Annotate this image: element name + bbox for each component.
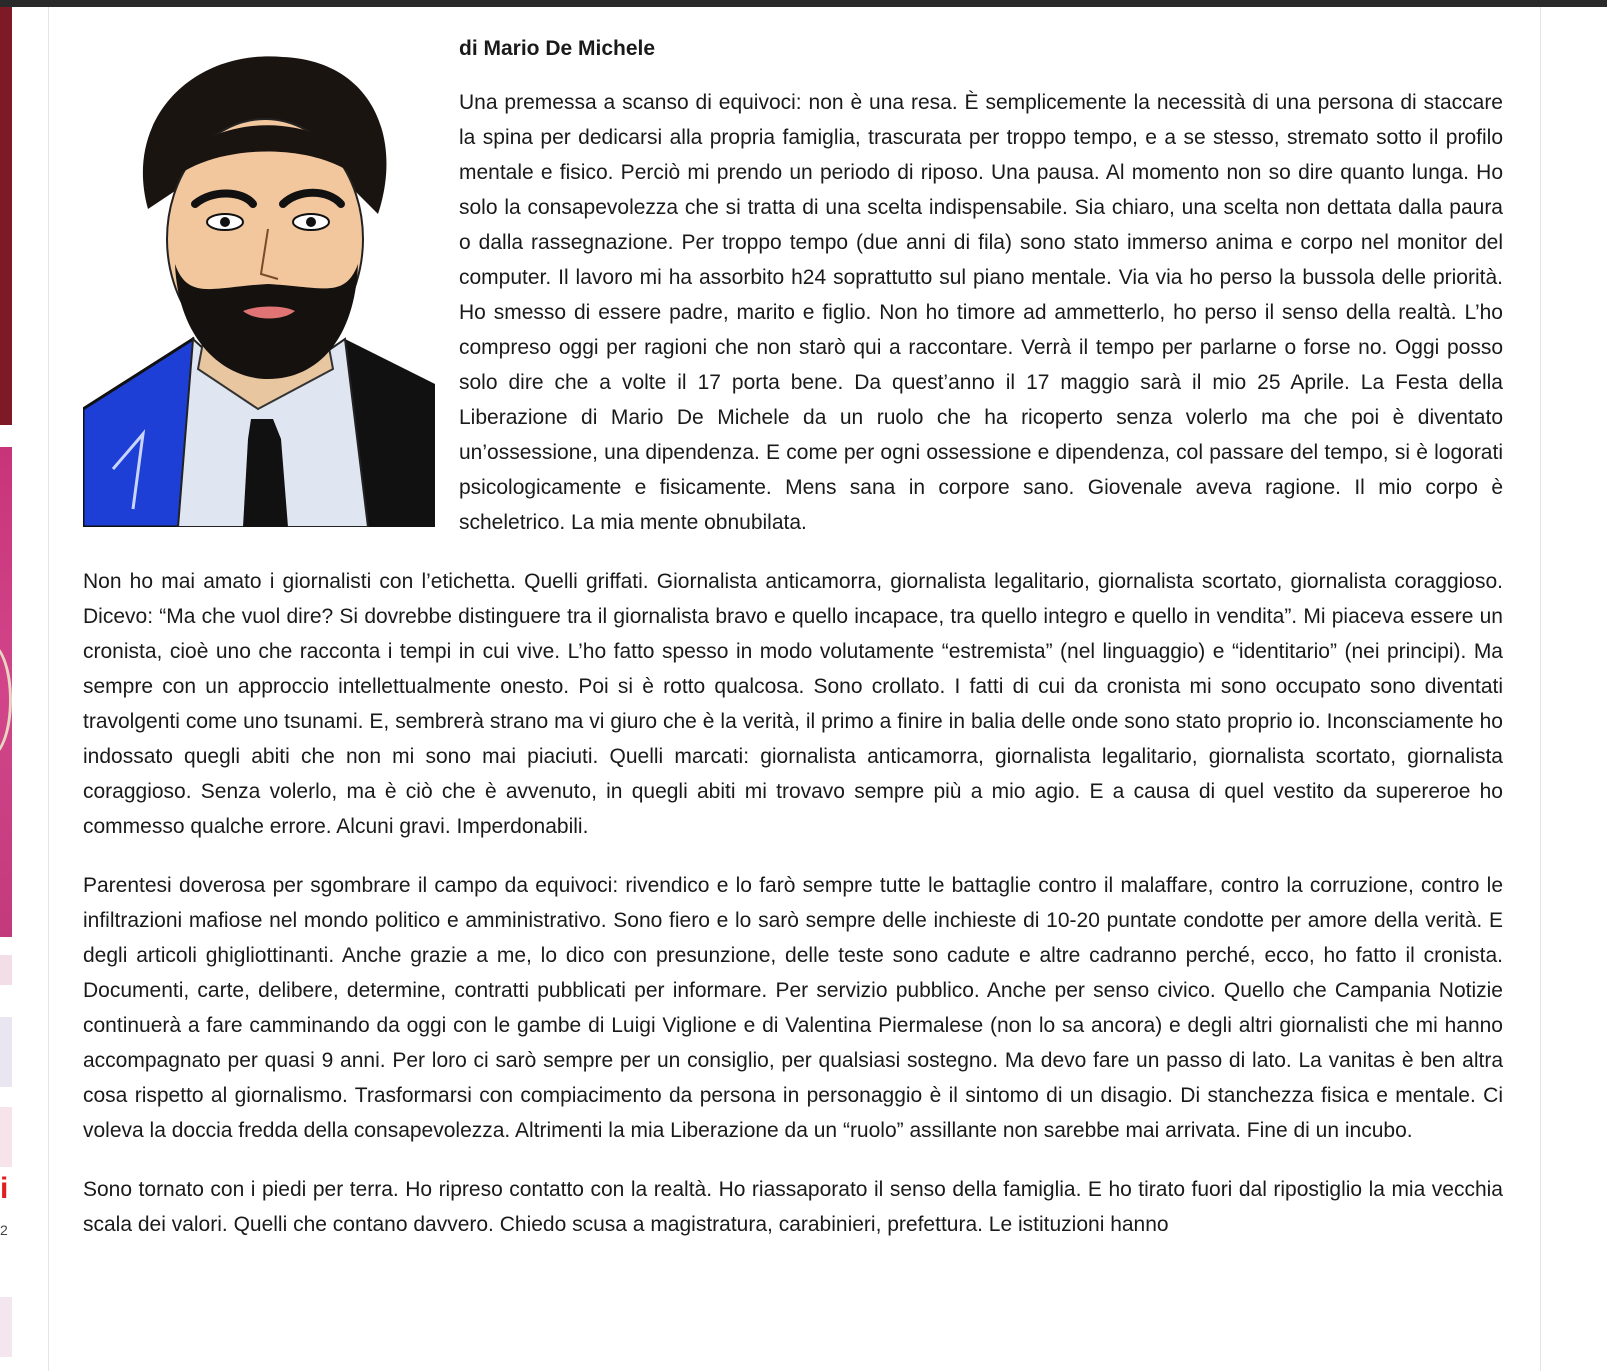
article-body xyxy=(83,35,1503,1266)
sidebar-ad-light xyxy=(0,955,12,985)
article-paragraph: Sono tornato con i piedi per terra. Ho ripreso contatto con la realtà. Ho riassaporato il senso della famiglia. E ho tirato fuori dal ripostiglio la mia vecchia scala dei valori. Quelli che contano davvero. Chiedo scusa a magistratura, carabinieri, prefettura. Le istituzioni hanno xyxy=(83,1178,1503,1236)
author-portrait-illustration xyxy=(83,39,435,527)
sidebar-ad-red[interactable] xyxy=(0,7,12,425)
article-paragraph: Una premessa a scanso di equivoci: non è una resa. È semplicemente la necessità di una persona di staccare la spina per dedicarsi alla propria famiglia, trascurata per troppo tempo, e a se stesso, stremato sotto il profilo mentale e fisico. Perciò mi prendo un periodo di riposo. Una pausa. Al momento non so dire quanto lunga. Ho solo la consapevolezza che si tratta di una scelta indispensabile. Sia chiaro, una scelta non dettata dalla paura o dalla rassegnazione. Per troppo tempo (due anni di fila) sono stato immerso anima e corpo nel monitor del computer. Il lavoro mi ha assorbito h24 soprattutto sul piano mentale. Via via ho perso la bussola delle priorità. Ho smesso di essere padre, marito e figlio. Non ho timore ad ammetterlo, ho perso il senso della realtà. L’ho compreso oggi per ragioni che non starò qui a raccontare. Verrà il tempo per parlarne o forse no. Oggi posso solo dire che a volte il 17 porta bene. Da quest’anno il 17 maggio sarà il mio 25 Aprile. La Festa della Liberazione di Mario De Michele da un ruolo che ha ricoperto senza volerlo ma che poi è diventato un’ossessione, una dipendenza. E come per ogni ossessione e dipendenza, col passare del tempo, si è logorati psicologicamente e fisicamente. Mens sana in corpore sano. Giovenale aveva ragione. Il mio corpo è scheletrico. La mia mente obnubilata. xyxy=(459,91,1503,534)
sidebar-small-text: 2 xyxy=(0,1222,8,1238)
left-sidebar-ads xyxy=(0,7,12,1371)
article-byline: di Mario De Michele xyxy=(459,37,656,60)
sidebar-letter: i xyxy=(0,1172,9,1205)
sidebar-ad-light xyxy=(0,1297,12,1357)
sidebar-ad-light xyxy=(0,1107,12,1167)
top-bar xyxy=(0,0,1607,7)
article-paragraph: Parentesi doverosa per sgombrare il campo da equivoci: rivendico e lo farò sempre tutte le battaglie contro il malaffare, contro la corruzione, contro le infiltrazioni mafiose nel mondo politico e amministrativo. Sono fiero e lo sarò sempre delle inchieste di 10-20 puntate condotte per amore della verità. E degli articoli ghigliottinanti. Anche grazie a me, lo dico con presunzione, delle teste sono cadute e altre cadranno perché, ecco, ho fatto il cronista. Documenti, carte, delibere, determine, contratti pubblicati per informare. Per servizio pubblico. Anche per senso civico. Quello che Campania Notizie continuerà a fare camminando da oggi con le gambe di Luigi Viglione e di Valentina Piermalese (non lo sa ancora) e degli altri giornalisti che mi hanno accompagnato per quasi 9 anni. Per loro ci sarò sempre per un consiglio, per qualsiasi sostegno. Ma devo fare un passo di lato. La vanitas è ben altra cosa rispetto al giornalismo. Trasformarsi con compiacimento da persona in personaggio è il sintomo di un disagio. Di stanchezza fisica e mentale. Ci voleva la doccia fredda della consapevolezza. Altrimenti la mia Liberazione da un “ruolo” assillante non sarebbe mai arrivata. Fine di un incubo. xyxy=(83,874,1503,1142)
article-container xyxy=(48,7,1541,1371)
sidebar-ad-light xyxy=(0,1017,12,1087)
article-paragraph: Non ho mai amato i giornalisti con l’etichetta. Quelli griffati. Giornalista anticamorra, giornalista legalitario, giornalista scortato, giornalista coraggioso. Dicevo: “Ma che vuol dire? Si dovrebbe distinguere tra il giornalista bravo e quello incapace, tra quello integro e quello in vendita”. Mi piaceva essere un cronista, cioè uno che racconta i tempi in cui vive. L’ho fatto spesso in modo volutamente “estremista” (nel linguaggio) e “identitario” (nei principi). Ma sempre con un approccio intellettualmente onesto. Poi si è rotto qualcosa. Sono crollato. I fatti di cui da cronista mi sono occupato sono diventati travolgenti come uno tsunami. E, sembrerà strano ma vi giuro che è la verità, il primo a finire in balia delle onde sono stato proprio io. Inconsciamente ho indossato quegli abiti che non mi sono mai piaciuti. Quelli marcati: giornalista anticamorra, giornalista legalitario, giornalista scortato, giornalista coraggioso. Senza volerlo, ma è ciò che è avvenuto, in quegli abiti mi trovavo sempre più a mio agio. E a causa di quel vestito da supereroe ho commesso qualche errore. Alcuni gravi. Imperdonabili. xyxy=(83,570,1503,838)
